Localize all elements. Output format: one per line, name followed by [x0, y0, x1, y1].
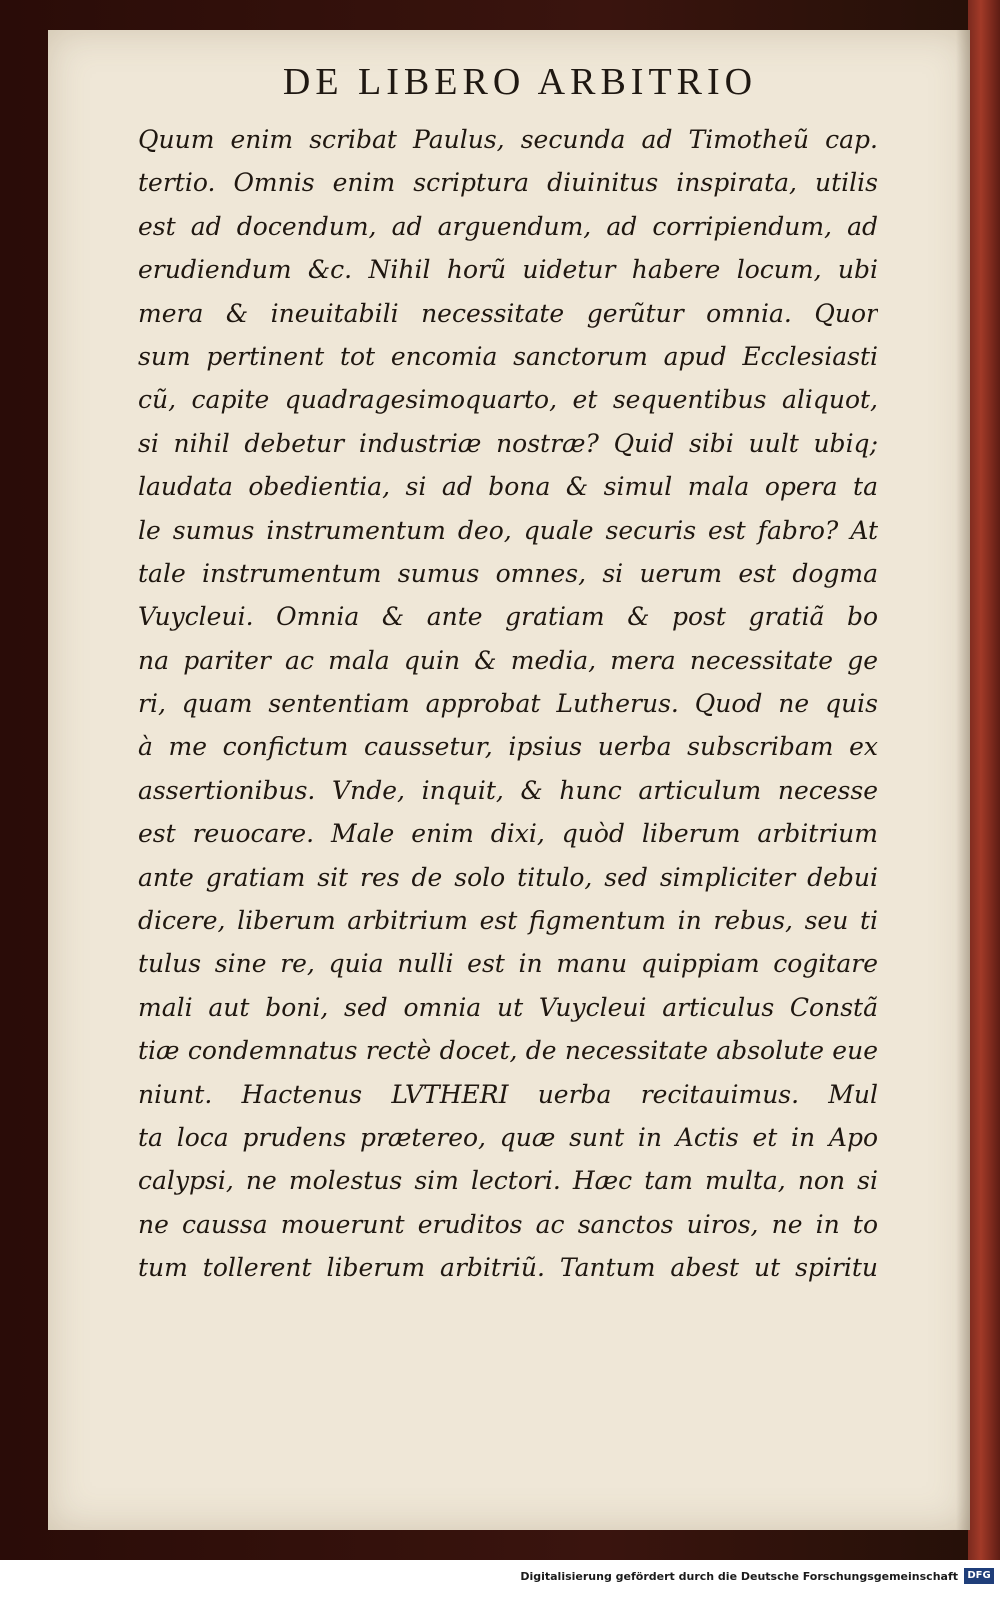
text-line: cũ, capite quadragesimoquarto, et sequentibus aliquot,	[138, 385, 878, 415]
text-line: est ad docendum, ad arguendum, ad corripiendum, ad	[138, 211, 878, 241]
text-block	[138, 118, 878, 1290]
text-line: tertio. Omnis enim scriptura diuinitus inspirata, utilis	[138, 168, 878, 198]
text-line: tulus sine re, quia nulli est in manu quippiam cogitare	[138, 949, 878, 979]
text-line: si nihil debetur industriæ nostræ? Quid sibi uult ubiq;	[138, 428, 878, 458]
text-line: mera & ineuitabili necessitate gerũtur omnia. Quor	[138, 298, 878, 328]
text-line: tum tollerent liberum arbitriũ. Tantum abest ut spiritu	[138, 1253, 878, 1283]
text-line: assertionibus. Vnde, inquit, & hunc articulum necesse	[138, 775, 878, 805]
text-line: tale instrumentum sumus omnes, si uerum est dogma	[138, 558, 878, 588]
text-line: laudata obedientia, si ad bona & simul mala opera ta	[138, 472, 878, 502]
funding-credit: Digitalisierung gefördert durch die Deutsche Forschungsgemeinschaft	[520, 1570, 958, 1583]
text-line: calypsi, ne molestus sim lectori. Hæc tam multa, non si	[138, 1166, 878, 1196]
text-line: dicere, liberum arbitrium est figmentum in rebus, seu ti	[138, 906, 878, 936]
text-line: Quum enim scribat Paulus, secunda ad Timotheũ cap.	[138, 125, 878, 154]
text-line: ne caussa mouerunt eruditos ac sanctos uiros, ne in to	[138, 1209, 878, 1239]
text-line: na pariter ac mala quin & media, mera necessitate ge	[138, 645, 878, 675]
text-line: tiæ condemnatus rectè docet, de necessitate absolute eue	[138, 1036, 878, 1066]
text-line: Vuycleui. Omnia & ante gratiam & post gratiã bo	[138, 602, 878, 632]
text-line: ri, quam sententiam approbat Lutherus. Quod ne quis	[138, 689, 878, 719]
page-edge-shadow	[956, 30, 970, 1530]
text-line: sum pertinent tot encomia sanctorum apud Ecclesiasti	[138, 341, 878, 371]
text-line: le sumus instrumentum deo, quale securis est fabro? At	[138, 515, 878, 545]
text-line: niunt. Hactenus LVTHERI uerba recitauimus. Mul	[138, 1079, 878, 1109]
text-line: erudiendum &c. Nihil horũ uidetur habere locum, ubi	[138, 255, 878, 285]
text-line: ta loca prudens prætereo, quæ sunt in Actis et in Apo	[138, 1122, 878, 1152]
book-spine	[968, 0, 1000, 1560]
text-line: est reuocare. Male enim dixi, quòd liberum arbitrium	[138, 819, 878, 849]
text-line: ante gratiam sit res de solo titulo, sed simpliciter debui	[138, 862, 878, 892]
running-head: DE LIBERO ARBITRIO	[282, 61, 758, 103]
dfg-logo-icon: DFG	[964, 1568, 994, 1584]
footer-bar	[0, 1560, 1000, 1599]
text-line: mali aut boni, sed omnia ut Vuycleui articulus Constã	[138, 992, 878, 1022]
text-line: à me confictum caussetur, ipsius uerba subscribam ex	[138, 732, 878, 762]
